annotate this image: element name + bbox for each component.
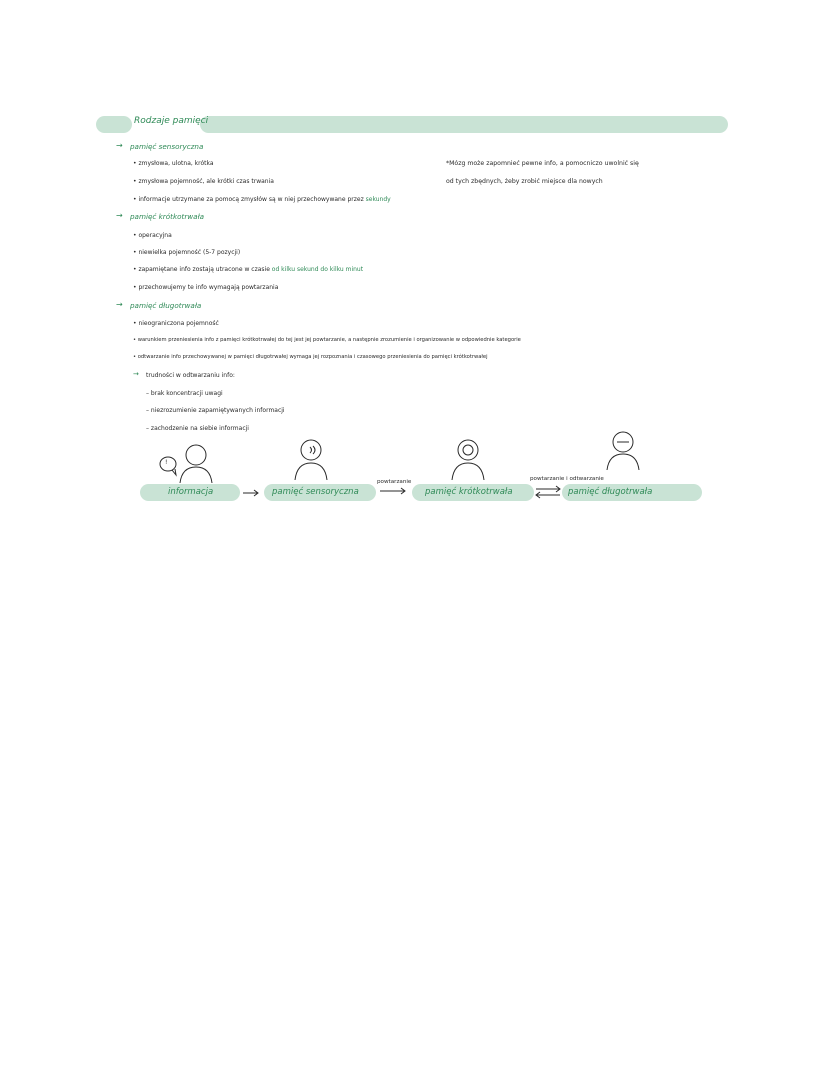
bullet-item: • informacje utrzymane za pomocą zmysłów są w niej przechowywane przez sekundy (133, 196, 391, 203)
page-title: Rodzaje pamięci (134, 116, 209, 126)
flow-label-long-term: pamięć długotrwała (568, 487, 653, 497)
connector-label-repetition: powtarzanie (377, 479, 412, 485)
arrow-right-icon: → (116, 300, 123, 309)
bullet-item: • przechowujemy te info wymagają powtarzania (133, 284, 279, 291)
flow-label-short-term: pamięć krótkotrwała (425, 487, 513, 497)
side-note-line-2: od tych zbędnych, żeby zrobić miejsce dla nowych (446, 178, 603, 185)
bullet-item: • warunkiem przeniesienia info z pamięci krótkotrwałej do tej jest jej powtarzanie, a następnie zrozumienie i organizowanie w odpowiednie kategorie (133, 337, 521, 343)
person-head-icon (458, 440, 478, 460)
bullet-item: • operacyjna (133, 232, 172, 239)
bullet-item: • zmysłowa pojemność, ale krótki czas trwania (133, 178, 274, 185)
bullet-item: • zmysłowa, ulotna, krótka (133, 160, 214, 167)
side-note-line-1: *Mózg może zapomnieć pewne info, a pomocniczo uwolnić się (446, 160, 639, 167)
connector-label-repetition-recall: powtarzanie i odtwarzanie (530, 476, 604, 482)
section-heading-sensory: pamięć sensoryczna (130, 142, 204, 151)
sub-bullet-item: – niezrozumienie zapamiętywanych informacji (146, 407, 285, 414)
flow-label-sensory: pamięć sensoryczna (272, 487, 359, 497)
bullet-item: • zapamiętane info zostają utracone w czasie od kilku sekund do kilku minut (133, 266, 364, 273)
sub-bullet-item: – zachodzenie na siebie informacji (146, 425, 249, 432)
arrow-right-icon (243, 490, 258, 496)
speech-bubble-icon (160, 457, 176, 471)
person-body-icon (295, 463, 327, 480)
arrow-right-icon: → (133, 370, 139, 378)
arrow-right-icon: → (116, 141, 123, 150)
bullet-item: • odtwarzanie info przechowywanej w pamięci długotrwałej wymaga jej rozpoznania i czasowego przeniesienia do pamięci krótkotrwałej (133, 354, 488, 360)
arrow-right-icon (380, 488, 405, 494)
person-body-icon (452, 463, 484, 480)
section-heading-long-term: pamięć długotrwała (130, 301, 202, 310)
arrow-left-icon (536, 492, 560, 498)
bubble-text: ! (165, 459, 168, 466)
person-head-icon (186, 445, 206, 465)
flow-label-information: informacja (168, 487, 214, 497)
sub-bullet-item: – brak koncentracji uwagi (146, 390, 223, 397)
arrow-right-icon: → (116, 211, 123, 220)
person-body-icon (607, 454, 639, 470)
person-body-icon (180, 467, 212, 483)
bullet-item: • niewielka pojemność (5-7 pozycji) (133, 249, 241, 256)
bullet-item: • nieograniczona pojemność (133, 320, 219, 327)
section-heading-short-term: pamięć krótkotrwała (130, 212, 205, 221)
arrow-right-icon (536, 486, 560, 492)
subheading: trudności w odtwarzaniu info: (146, 372, 235, 379)
